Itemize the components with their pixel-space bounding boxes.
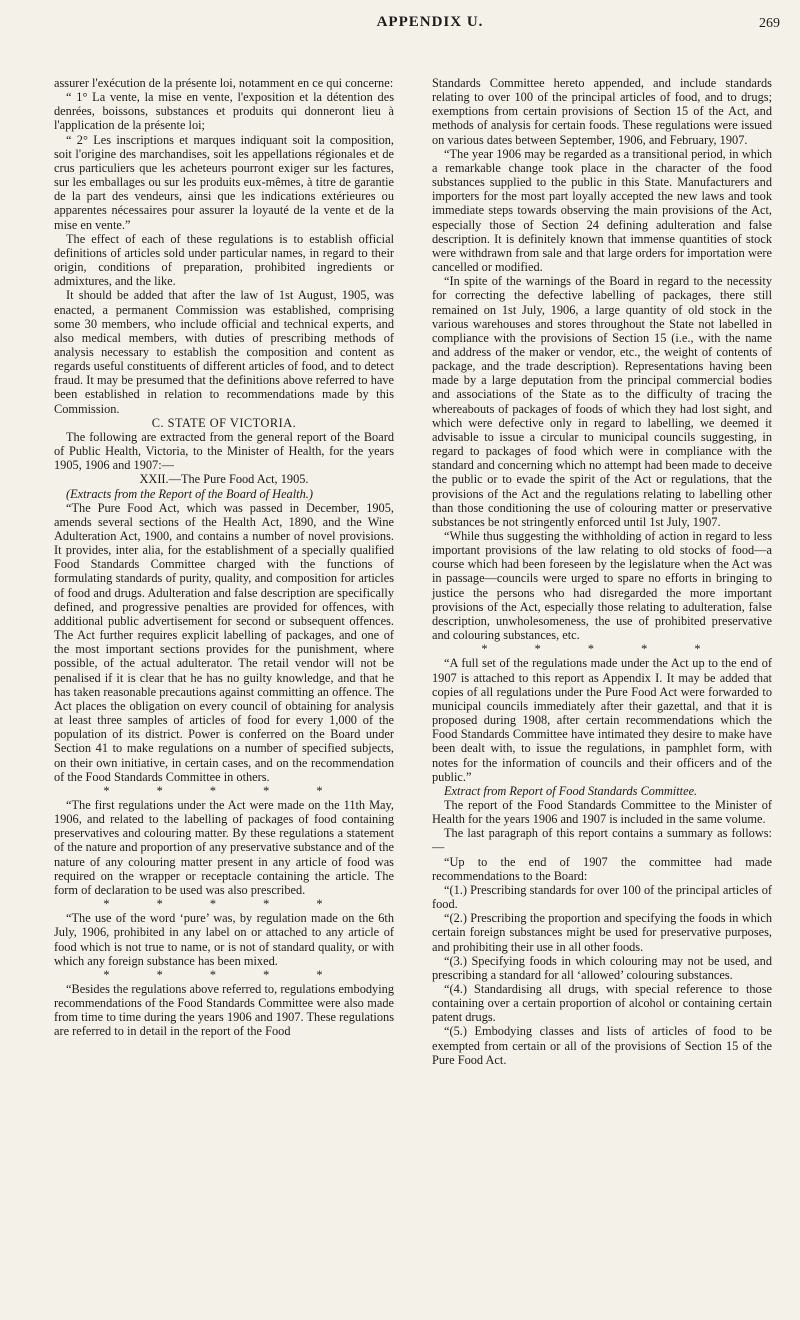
paragraph: “The year 1906 may be regarded as a transitional period, in which a remarkable change took place in the character of the food substances supplied to the public in this State. Manufacturers and importers for the most part loyally accepted the new laws and took immediate steps towards observing the main provisions of the Act, especially those of Section 24 defining adulteration and false description. It is definitely known that immense quantities of stock were withdrawn from sale and that large orders for importation were cancelled or modified.	[432, 146, 772, 275]
paragraph: The effect of each of these regulations is to establish official definitions of articles sold under particular names, in regard to their origin, conditions of preparation, prohibited ingredients or admixtures, and the like.	[54, 231, 394, 289]
paragraph: “(5.) Embodying classes and lists of articles of food to be exempted from certain or all of the provisions of Section 15 of the Pure Food Act.	[432, 1024, 772, 1067]
paragraph: “While thus suggesting the withholding of action in regard to less important provisions of the law relating to old stocks of food—a course which had been foreseen by the legislature when the Act was in passage—councils were urged to spare no efforts in bringing to justice the persons who had disregarded the more important provisions of the Act, especially those relating to adulteration, false description, unwholesomeness, the use of prohibited preservative and colouring substances, etc.	[432, 529, 772, 643]
section-break-stars: * * * * *	[481, 642, 723, 657]
paragraph: “ 1° La vente, la mise en vente, l'exposition et la détention des denrées, boissons, substances et produits qui donneront lieu à l'application de la présente loi;	[54, 90, 394, 133]
paragraph: “The Pure Food Act, which was passed in December, 1905, amends several sections of the Health Act, 1890, and the Wine Adulteration Act, 1900, and contains a number of novel provisions. It provides, inter alia, for the establishment of a specially qualified Food Standards Committee charged with the functions of formulating standards of purity, quality, and composition for articles of food and drugs. Adulteration and false description are specifically defined, and progressive penalties are provided for offences, with additional public advertisement for second or subsequent offences. The Act further requires explicit labelling of packages, and one of the most important sections provides for the punishment, where possible, of the actual adulterator. The retail vendor will not be penalised if it is clear that he has no guilty knowledge, and that he has taken reasonable precautions against committing an offence. The Act places the obligation on every council of obtaining for analysis at least three samples of articles of food for every 1,000 of the population of its district. Power is conferred on the Board under Section 41 to make regulations on a number of specified subjects, on their own initiative, in certain cases, and on the recommendation of the Food Standards Committee in others.	[54, 500, 394, 784]
paragraph: “Up to the end of 1907 the committee had made recommendations to the Board:	[432, 854, 772, 883]
section-heading: C. STATE OF VICTORIA.	[151, 415, 297, 430]
page-header	[80, 14, 780, 38]
paragraph: The report of the Food Standards Committee to the Minister of Health for the years 1906 and 1907 is included in the same volume.	[432, 797, 772, 827]
running-head: APPENDIX U.	[376, 14, 484, 30]
right-column	[432, 76, 772, 1067]
section-break-stars: * * * * *	[103, 783, 345, 798]
subheading: XXII.—The Pure Food Act, 1905.	[139, 472, 309, 487]
paragraph: It should be added that after the law of 1st August, 1905, was enacted, a permanent Commission was established, comprising some 30 members, who include official and technical experts, and also medical members, with duties of prescribing methods of analysis necessary to establish the composition and content as regards useful constituents of different articles of food, and to detect fraud. It may be presumed that the definitions above referred to have been established in relation to recommendations made by this Commission.	[54, 288, 394, 416]
paragraph: “(2.) Prescribing the proportion and specifying the foods in which certain foreign substances might be used for preservative purposes, and prohibiting their use in all other foods.	[432, 911, 772, 954]
section-break-stars: * * * * *	[103, 897, 345, 912]
paragraph: “In spite of the warnings of the Board in regard to the necessity for correcting the defective labelling of packages, there still remained on 1st July, 1906, a large quantity of old stock in the various warehouses and stores throughout the State not labelled in compliance with the provisions of Section 15 (i.e., with the name and address of the maker or vendor, etc., the weight of contents of package, and the trade description). Representations having been made by a large deputation from the principal commercial bodies and associations of the State as to the difficulty of tracing the whereabouts of packages of foods of which they had lost sight, and which were defective only in regard to labelling, we deemed it advisable to issue a circular to municipal councils suggesting, in regard to packages of food which were in compliance with the standard and concerning which no attempt had been made to deceive the public or to evade the spirit of the Act or regulations, that the provisions of the Act and the regulations relating to labelling other than those conditioning the use of colouring matter or preservative substances be not stringently enforced until 1st July, 1907.	[432, 274, 773, 529]
paragraph: “A full set of the regulations made under the Act up to the end of 1907 is attached to this report as Appendix I. It may be added that copies of all regulations under the Pure Food Act were forwarded to municipal councils immediately after their gazettal, and that it is proposed during 1908, after certain recommendations which the Food Standards Committee have intimated they desire to make have been dealt with, to issue the regulations, in pamphlet form, with notes for the information of councils and their officers and of the public.”	[432, 656, 772, 784]
paragraph: assurer l'exécution de la présente loi, notamment en ce qui concerne:	[54, 76, 394, 90]
paragraph: “The first regulations under the Act were made on the 11th May, 1906, and related to the labelling of packages of food containing preservatives and colouring matter. By these regulations a statement of the nature and proportion of any preservative substance and of the nature of any colouring matter present in any article of food was required on the wrapper or receptacle containing the article. The form of declaration to be used was also prescribed.	[54, 797, 394, 897]
extract-heading: Extract from Report of Food Standards Committee.	[444, 783, 698, 798]
paragraph: The following are extracted from the general report of the Board of Public Health, Victoria, to the Minister of Health, for the years 1905, 1906 and 1907:—	[54, 429, 394, 473]
paragraph: Standards Committee hereto appended, and include standards relating to over 100 of the principal articles of food, and to drugs; exemptions from certain provisions of Section 15 of the Act, and methods of analysis for certain foods. These regulations were issued on various dates between September, 1906, and February, 1907.	[432, 76, 772, 147]
paragraph: “The use of the word ‘pure’ was, by regulation made on the 6th July, 1906, prohibited in any label on or attached to any article of food which is not true to name, or is not of standard quality, or with which any foreign substance has been mixed.	[54, 911, 394, 968]
paragraph: “(1.) Prescribing standards for over 100 of the principal articles of food.	[432, 882, 772, 912]
paragraph: “ 2° Les inscriptions et marques indiquant soit la composition, soit l'origine des marchandises, soit les appellations régionales et de crus particuliers que les acheteurs pourront exiger sur les factures, sur les emballages ou sur les produits eux-mêmes, à titre de garantie de la part des vendeurs, ainsi que les indications extérieures ou apparentes nécessaires pour assurer la loyauté de la vente et de la mise en vente.”	[54, 132, 394, 232]
paragraph: “(4.) Standardising all drugs, with special reference to those containing over a certain proportion of alcohol or containing certain patent drugs.	[432, 982, 772, 1025]
page-number: 269	[759, 16, 780, 31]
left-column	[54, 76, 394, 1039]
extract-label: (Extracts from the Report of the Board of Health.)	[66, 486, 313, 501]
paragraph: The last paragraph of this report contains a summary as follows:—	[432, 826, 772, 855]
paragraph: “Besides the regulations above referred to, regulations embodying recommendations of the Food Standards Committee were also made from time to time during the years 1906 and 1907. These regulations are referred to in detail in the report of the Food	[54, 982, 394, 1039]
section-break-stars: * * * * *	[103, 967, 345, 982]
paragraph: “(3.) Specifying foods in which colouring may not be used, and prescribing a standard for all ‘allowed’ colouring substances.	[432, 953, 772, 982]
